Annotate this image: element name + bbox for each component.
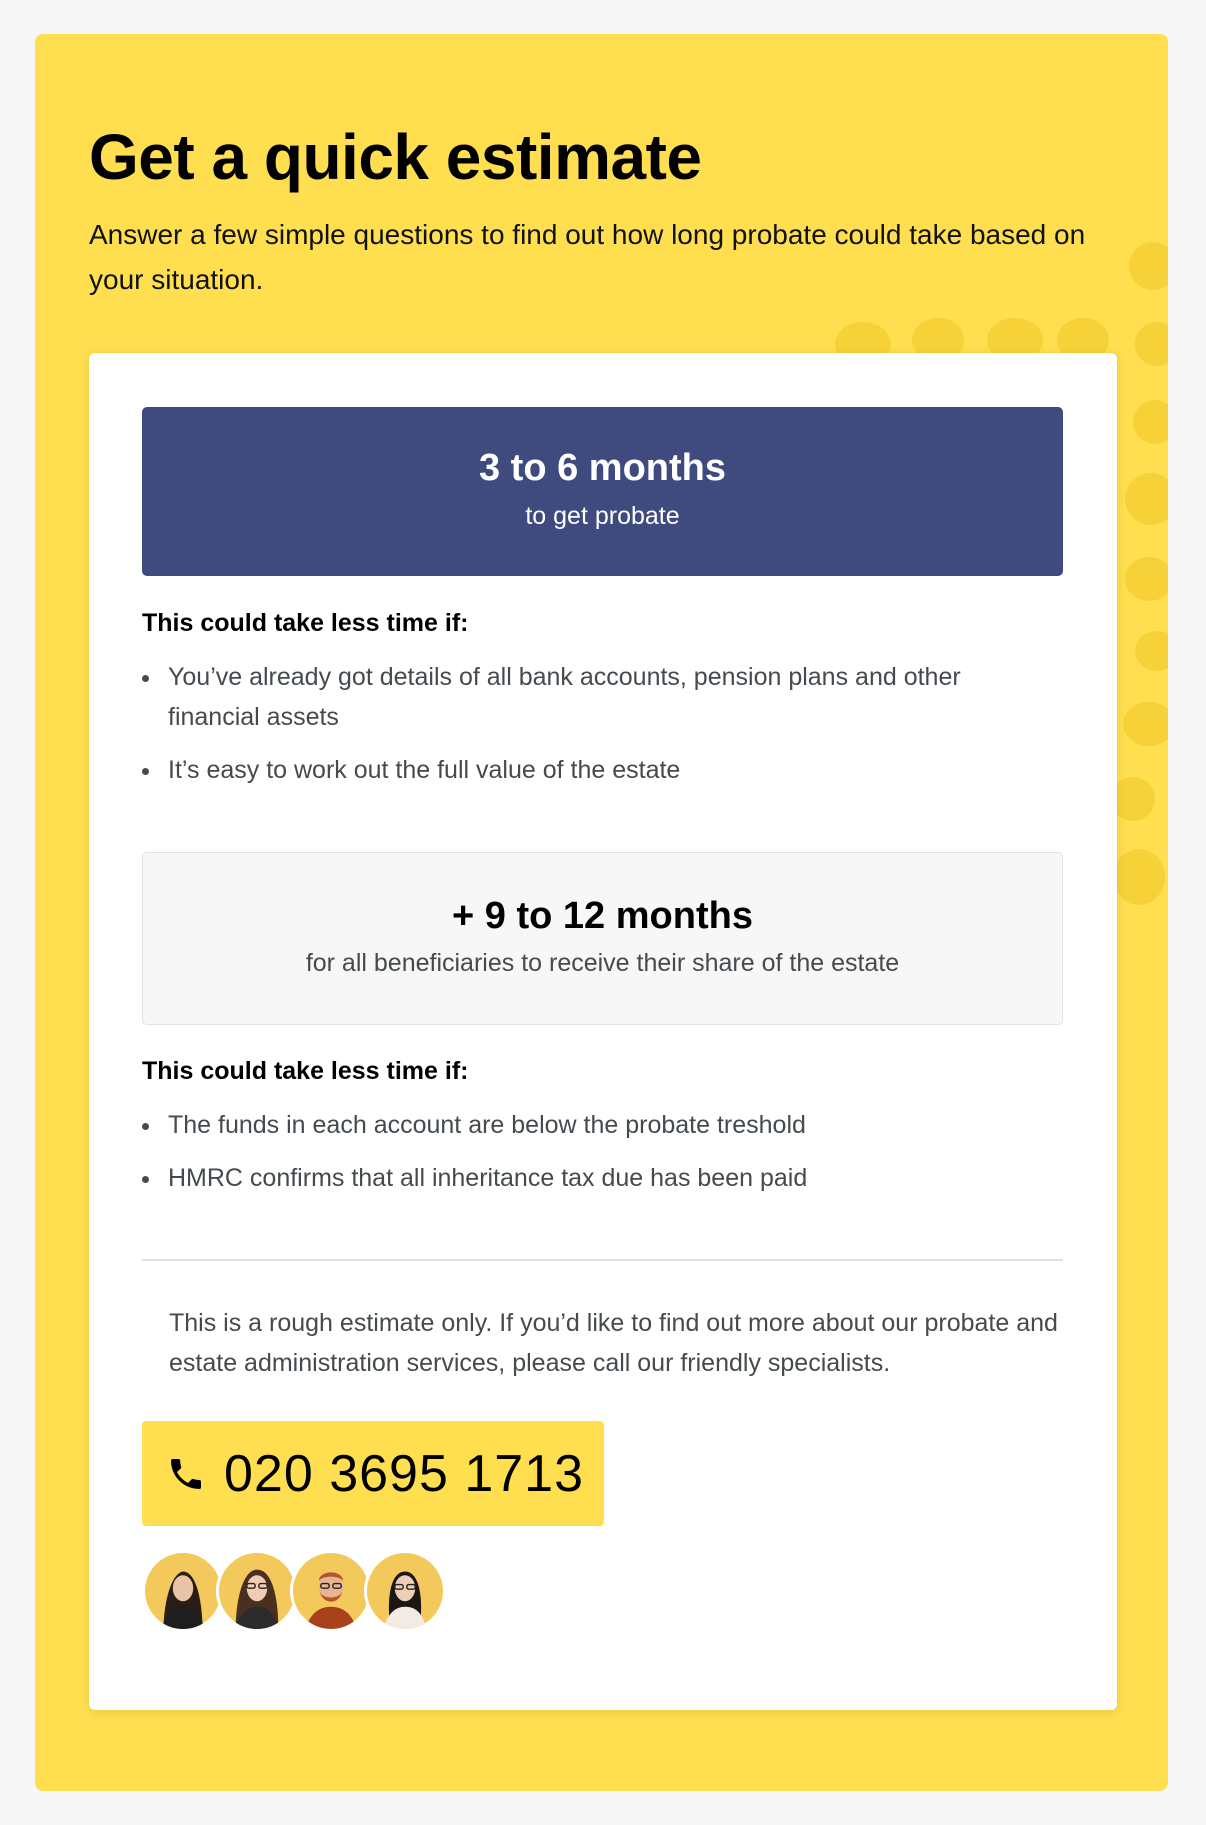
phone-number: 020 3695 1713 bbox=[224, 1444, 585, 1503]
avatar bbox=[364, 1550, 446, 1632]
list-item: You’ve already got details of all bank accounts, pension plans and other financial assets bbox=[142, 657, 1042, 737]
distribution-duration: + 9 to 12 months bbox=[452, 895, 753, 937]
avatar bbox=[142, 1550, 224, 1632]
call-phone-button[interactable] bbox=[142, 1421, 604, 1526]
distribution-factors-list bbox=[142, 1105, 1042, 1211]
probate-caption: to get probate bbox=[525, 502, 680, 530]
distribution-factors-heading: This could take less time if: bbox=[142, 1057, 469, 1085]
list-item: HMRC confirms that all inheritance tax due has been paid bbox=[142, 1158, 1042, 1198]
phone-icon bbox=[166, 1454, 206, 1494]
estimate-note: This is a rough estimate only. If you’d like to find out more about our probate and estate administration services, please call our friendly specialists. bbox=[169, 1309, 1058, 1377]
probate-estimate-banner bbox=[142, 407, 1063, 576]
probate-duration: 3 to 6 months bbox=[478, 447, 727, 489]
list-item: It’s easy to work out the full value of the estate bbox=[142, 750, 1042, 790]
estimate-panel bbox=[35, 34, 1168, 1791]
distribution-caption: for all beneficiaries to receive their share of the estate bbox=[305, 949, 900, 977]
divider bbox=[142, 1259, 1063, 1261]
page-subtitle: Answer a few simple questions to find out how long probate could take based on your situation. bbox=[89, 219, 1086, 295]
avatar bbox=[290, 1550, 372, 1632]
avatar bbox=[216, 1550, 298, 1632]
estimate-card bbox=[89, 353, 1117, 1710]
list-item: The funds in each account are below the probate treshold bbox=[142, 1105, 1042, 1145]
probate-factors-heading: This could take less time if: bbox=[142, 609, 469, 637]
distribution-estimate-box bbox=[142, 852, 1063, 1025]
page-title: Get a quick estimate bbox=[89, 121, 702, 193]
probate-factors-list bbox=[142, 657, 1042, 803]
